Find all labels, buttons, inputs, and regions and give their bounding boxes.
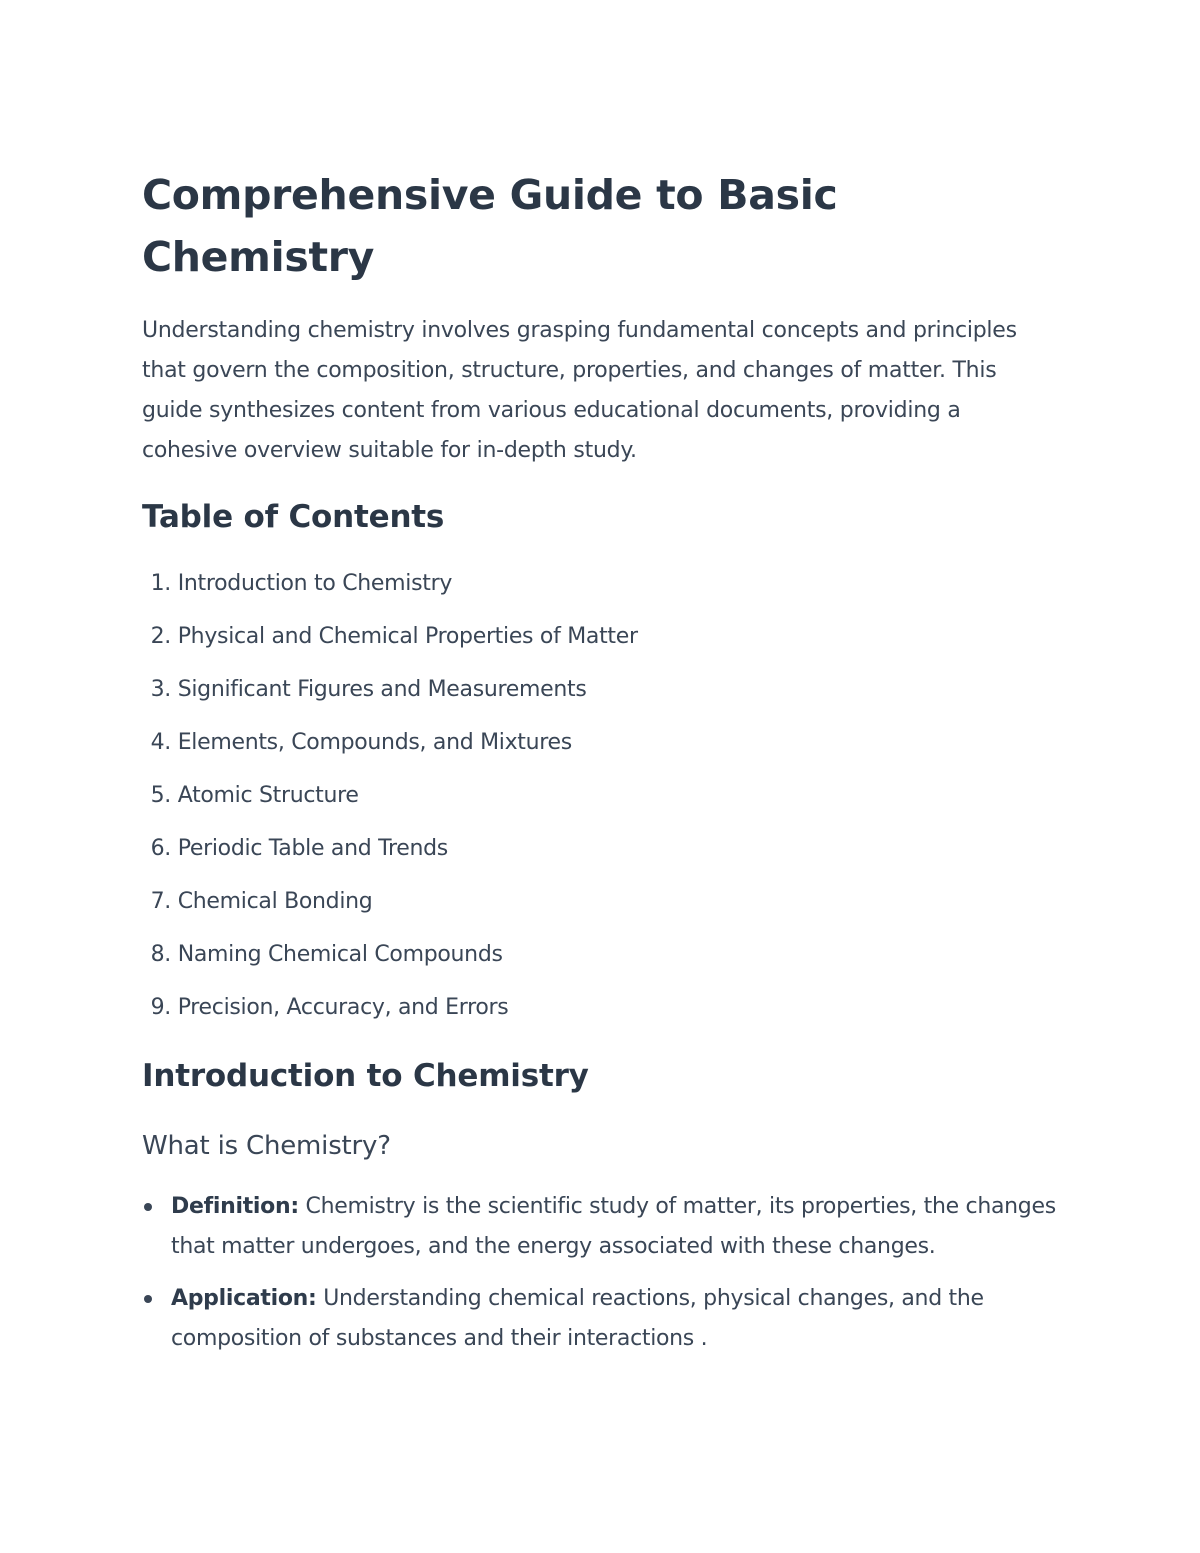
- toc-item-number: 4.: [150, 730, 171, 755]
- toc-item-number: 8.: [150, 942, 171, 967]
- bullet-list: [142, 1187, 1062, 1371]
- toc-item[interactable]: [142, 670, 638, 723]
- toc-item-label: Atomic Structure: [177, 783, 359, 808]
- intro-paragraph: Understanding chemistry involves grasping fundamental concepts and principles that govern the composition, structure, properties, and changes of matter. This guide synthesizes content from various educational documents, providing a cohesive overview suitable for in-depth study.: [142, 318, 1017, 463]
- toc-item[interactable]: [142, 935, 638, 988]
- bullet-icon: [144, 1203, 152, 1211]
- section-heading: Introduction to Chemistry: [142, 1058, 589, 1094]
- toc-item-number: 6.: [150, 836, 171, 861]
- toc-item[interactable]: [142, 776, 638, 829]
- toc-item-label: Chemical Bonding: [177, 889, 373, 914]
- toc-item[interactable]: [142, 829, 638, 882]
- toc-item[interactable]: [142, 564, 638, 617]
- toc-item-number: 3.: [150, 677, 171, 702]
- toc-item-number: 2.: [150, 624, 171, 649]
- toc-item-label: Periodic Table and Trends: [177, 836, 448, 861]
- bullet-text: Chemistry is the scientific study of matter, its properties, the changes that matter undergoes, and the energy associated with these changes.: [171, 1194, 1056, 1259]
- bullet-icon: [144, 1295, 152, 1303]
- bullet-term: Definition:: [171, 1194, 299, 1219]
- toc-item-label: Physical and Chemical Properties of Matter: [177, 624, 638, 649]
- toc-item-label: Naming Chemical Compounds: [177, 942, 503, 967]
- toc-item[interactable]: [142, 882, 638, 935]
- toc-item-label: Significant Figures and Measurements: [177, 677, 587, 702]
- toc-item-label: Precision, Accuracy, and Errors: [177, 995, 509, 1020]
- toc-item[interactable]: [142, 617, 638, 670]
- list-item: [142, 1279, 1062, 1359]
- table-of-contents: [142, 564, 638, 1041]
- bullet-text: Understanding chemical reactions, physical changes, and the composition of substances and their interactions .: [171, 1286, 984, 1351]
- toc-item[interactable]: [142, 723, 638, 776]
- section-subheading: What is Chemistry?: [142, 1131, 391, 1161]
- toc-item-number: 7.: [150, 889, 171, 914]
- toc-item[interactable]: [142, 988, 638, 1041]
- toc-heading: Table of Contents: [142, 499, 445, 535]
- toc-item-number: 9.: [150, 995, 171, 1020]
- document-title: Comprehensive Guide to Basic Chemistry: [142, 171, 838, 281]
- toc-item-label: Introduction to Chemistry: [177, 571, 453, 596]
- toc-item-label: Elements, Compounds, and Mixtures: [177, 730, 572, 755]
- bullet-term: Application:: [171, 1286, 317, 1311]
- toc-item-number: 1.: [150, 571, 171, 596]
- list-item: [142, 1187, 1062, 1267]
- toc-item-number: 5.: [150, 783, 171, 808]
